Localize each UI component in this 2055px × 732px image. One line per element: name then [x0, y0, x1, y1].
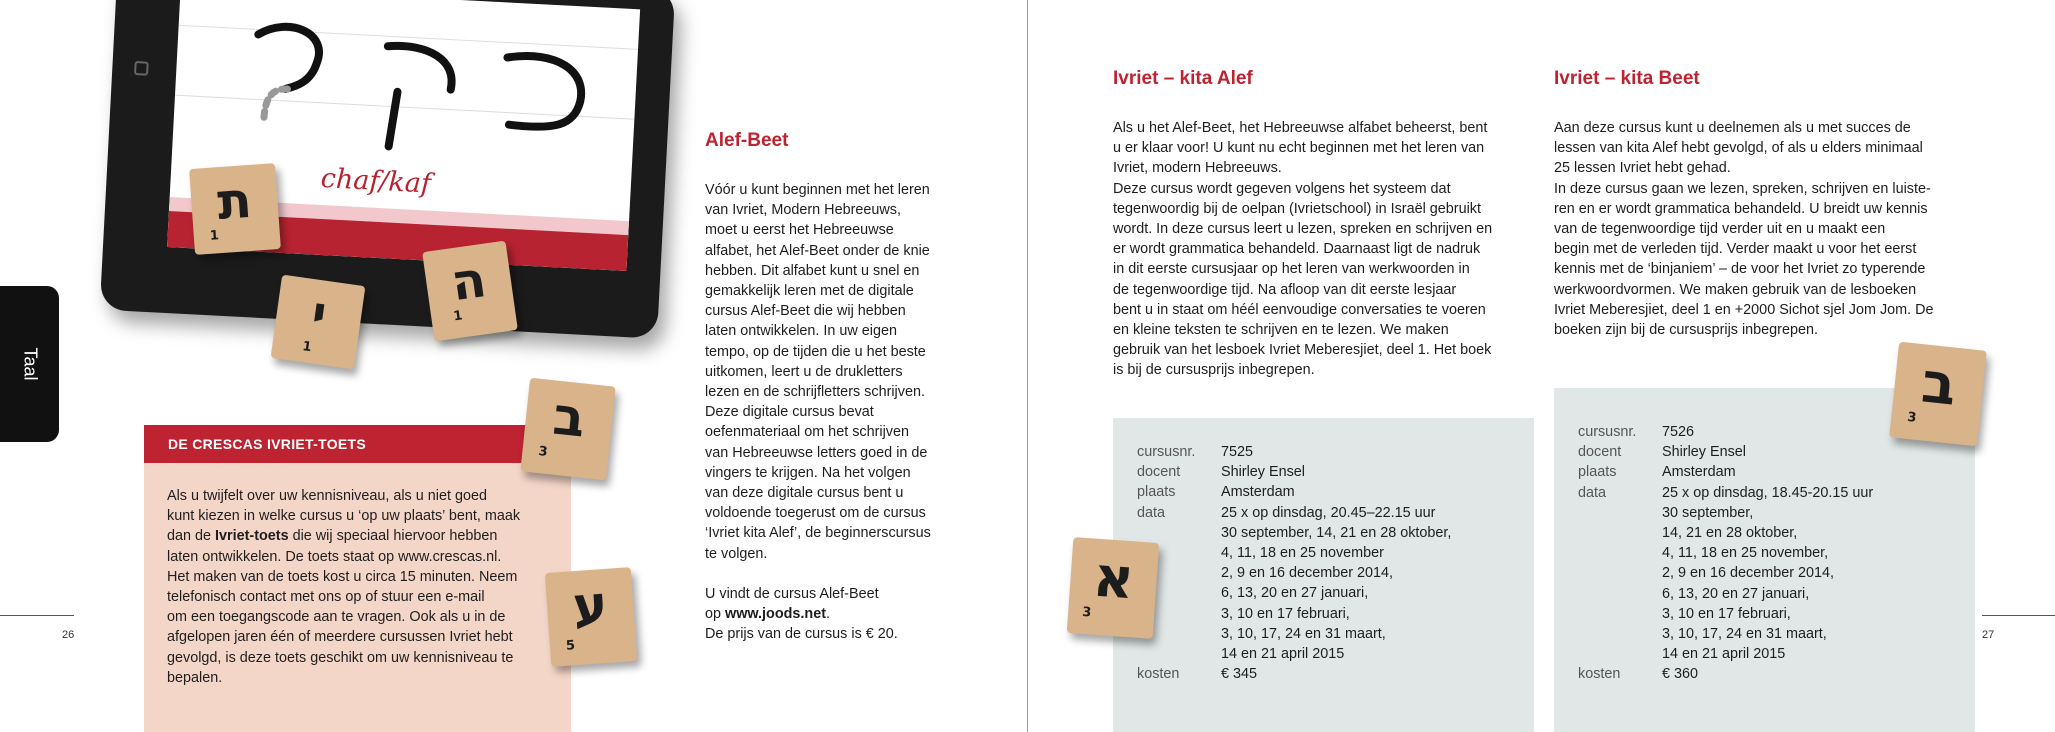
- text-line: oefenmateriaal om het schrijven: [705, 424, 909, 441]
- date-line: 14 en 21 april 2015: [1662, 646, 1786, 663]
- info-label: docent: [1578, 444, 1622, 461]
- text-line-with-term: [167, 526, 547, 546]
- text-line: u er klaar voor! U kunt nu echt beginnen met het leren van: [1113, 140, 1485, 157]
- tile-letter: ע: [570, 574, 610, 638]
- alef-beet-text: [705, 180, 950, 644]
- text-line: Ivriet Meberesjiet, deel 1 en +2000 Sichot sjel Jom Jom. De: [1554, 301, 1934, 318]
- date-line: 6, 13, 20 en 27 januari,: [1221, 585, 1369, 602]
- text-line: van Ivriet, Modern Hebreeuws,: [705, 202, 901, 219]
- text-line: Deze digitale cursus bevat: [705, 404, 874, 421]
- ivriet-toets-term: Ivriet-toets: [215, 528, 289, 545]
- tablet-bezel: [100, 0, 676, 339]
- text-line: tegenwoordig bij de oelpan (Ivrietschool) in Israël gebruikt: [1113, 200, 1481, 217]
- info-value: € 345: [1221, 666, 1258, 683]
- page-number-left: 26: [62, 629, 75, 641]
- text-line: gemakkelijk leren met de digitale: [705, 283, 914, 300]
- info-label: data: [1137, 504, 1166, 521]
- info-value: 7526: [1662, 424, 1695, 440]
- letter-tile: [545, 567, 637, 667]
- tile-letter: ה: [447, 249, 490, 313]
- info-row-plaats: [1578, 462, 1873, 482]
- kita-alef-text: [1113, 118, 1513, 381]
- text-fragment: .: [826, 606, 831, 623]
- text-line: gevolgd, is deze toets geschikt om uw kennisniveau te: [167, 649, 514, 666]
- info-row-kosten: [1578, 664, 1873, 684]
- text-line: in dit eerste cursusjaar op het leren van werkwoorden in: [1113, 261, 1470, 278]
- info-label: data: [1578, 484, 1607, 501]
- text-line: In deze cursus gaan we lezen, spreken, schrijven en luiste-: [1554, 180, 1931, 197]
- letter-tile: [1067, 537, 1159, 639]
- text-line: laten ontwikkelen. In uw eigen: [705, 323, 897, 340]
- info-row-kosten: [1137, 664, 1451, 684]
- date-line: 30 september,: [1662, 504, 1754, 521]
- text-line: hebben. Dit alfabet kunt u snel en: [705, 262, 920, 279]
- info-value-dates: [1221, 503, 1451, 665]
- info-row-docent: [1578, 442, 1873, 462]
- text-line: de tegenwoordige tijd. Na afloop van dit eerste lesjaar: [1113, 281, 1457, 298]
- text-line: moet u eerst het Hebreeuwse: [705, 222, 894, 239]
- text-line: boeken zijn bij de cursusprijs inbegrepen.: [1554, 322, 1818, 339]
- info-label: cursusnr.: [1137, 444, 1196, 460]
- text-line: 25 lessen Ivriet hebt gehad.: [1554, 160, 1731, 177]
- kita-beet-heading: Ivriet – kita Beet: [1554, 68, 1700, 89]
- text-line: begin met de verleden tijd. Verder maakt u voor het eerst: [1554, 241, 1917, 258]
- tile-letter: ב: [1918, 350, 1960, 419]
- text-line: er wordt grammatica behandeld. Daarnaast ligt de nadruk: [1113, 241, 1481, 258]
- text-line: U vindt de cursus Alef-Beet: [705, 585, 879, 602]
- info-label: kosten: [1137, 666, 1180, 683]
- text-line: kunt kiezen in welke cursus u ‘op uw plaats’ bent, maak: [167, 508, 521, 525]
- text-line: om een toegangscode aan te vragen. Ook als u in de: [167, 609, 506, 626]
- text-line: De prijs van de cursus is € 20.: [705, 626, 898, 643]
- text-line: wordt. In deze cursus leert u lezen, spreken en schrijven en: [1113, 221, 1493, 238]
- text-line: afgelopen jaren één of meerdere cursussen Ivriet hebt: [167, 629, 513, 646]
- section-tab: [0, 286, 59, 442]
- date-line: 14, 21 en 28 oktober,: [1662, 525, 1798, 542]
- date-line: 2, 9 en 16 december 2014,: [1221, 565, 1394, 582]
- info-value: Amsterdam: [1662, 464, 1736, 481]
- text-line: voldoende toegerust om de cursus: [705, 505, 926, 522]
- tile-letter: ת: [215, 170, 254, 232]
- info-label: plaats: [1578, 464, 1617, 481]
- text-line: ren en er wordt grammatica behandeld. U breidt uw kennis: [1554, 200, 1928, 217]
- tile-value: 1: [301, 339, 313, 356]
- text-line: bent u in staat om héél eenvoudige conversaties te voeren: [1113, 301, 1486, 318]
- date-line: 6, 13, 20 en 27 januari,: [1662, 585, 1810, 602]
- date-line: 14 en 21 april 2015: [1221, 646, 1345, 663]
- text-line: lessen van kita Alef hebt gevolgd, of als u elders minimaal: [1554, 140, 1923, 157]
- text-line: cursus Alef-Beet die wij hebben: [705, 303, 906, 320]
- text-line: te volgen.: [705, 545, 768, 562]
- info-label: cursusnr.: [1578, 424, 1637, 440]
- text-line: Het maken van de toets kost u circa 15 minuten. Neem: [167, 568, 518, 585]
- text-line: uitkomen, leert u de drukletters: [705, 363, 903, 380]
- info-row-data: [1137, 503, 1451, 665]
- crescas-toets-text: [167, 486, 547, 688]
- text-line: laten ontwikkelen. De toets staat op www.crescas.nl.: [167, 548, 502, 565]
- text-line: ‘Ivriet kita Alef’, de beginnerscursus: [705, 525, 931, 542]
- info-row-docent: [1137, 462, 1451, 482]
- tile-value: 5: [565, 638, 576, 654]
- right-page: [1028, 0, 2055, 732]
- alef-beet-heading: Alef-Beet: [705, 130, 789, 151]
- page-rule-left: [0, 615, 74, 616]
- kita-alef-info: [1137, 442, 1451, 684]
- info-row-plaats: [1137, 482, 1451, 502]
- text-line: en kleine teksten te schrijven en te lezen. We maken: [1113, 322, 1449, 339]
- text-line: Deze cursus wordt gegeven volgens het systeem dat: [1113, 180, 1451, 197]
- date-line: 4, 11, 18 en 25 november: [1221, 545, 1384, 562]
- text-line-with-link: [705, 604, 950, 624]
- info-value: Shirley Ensel: [1662, 444, 1746, 461]
- kita-alef-info-box: [1113, 418, 1534, 732]
- text-line: Vóór u kunt beginnen met het leren: [705, 182, 930, 198]
- text-line: van deze digitale cursus bent u: [705, 485, 904, 502]
- date-line: 3, 10 en 17 februari,: [1221, 605, 1350, 622]
- letter-tile: [189, 163, 281, 255]
- info-row-cursusnr: [1137, 442, 1451, 462]
- crescas-toets-header: [144, 425, 571, 463]
- joods-net-link[interactable]: www.joods.net: [725, 606, 827, 623]
- info-label: docent: [1137, 464, 1181, 481]
- tablet-illustration: [100, 0, 676, 339]
- letter-tile: [271, 275, 366, 370]
- section-tab-label: Taal: [20, 347, 40, 381]
- text-fragment: dan de: [167, 528, 216, 545]
- text-line: werkwoordvormen. We maken gebruik van de lesboeken: [1554, 281, 1917, 298]
- tablet-word: chaf/kaf: [320, 162, 432, 200]
- tile-value: 3: [537, 444, 549, 460]
- text-line: Ivriet, modern Hebreeuws.: [1113, 160, 1282, 177]
- text-line: vingers te krijgen. Na het volgen: [705, 464, 911, 481]
- page-rule-right: [1982, 615, 2055, 616]
- text-line: telefonisch contact met ons op of stuur een e-mail: [167, 589, 485, 606]
- crescas-toets-title: DE CRESCAS IVRIET-TOETS: [168, 436, 367, 452]
- date-line: 2, 9 en 16 december 2014,: [1662, 565, 1835, 582]
- letter-tile: [520, 378, 615, 480]
- tile-letter: ב: [550, 386, 589, 450]
- text-line: lezen en de schrijfletters schrijven.: [705, 384, 925, 401]
- date-line: 25 x op dinsdag, 20.45–22.15 uur: [1221, 504, 1436, 521]
- tile-letter: י: [308, 285, 331, 343]
- date-line: 3, 10, 17, 24 en 31 maart,: [1221, 625, 1386, 642]
- info-value: € 360: [1662, 666, 1699, 683]
- date-line: 25 x op dinsdag, 18.45-20.15 uur: [1662, 484, 1874, 501]
- info-row-cursusnr: [1578, 422, 1873, 442]
- tablet-home-button: [134, 61, 149, 76]
- text-line: van Hebreeuwse letters goed in de: [705, 444, 928, 461]
- tile-letter: א: [1091, 544, 1137, 613]
- text-line: alfabet, het Alef-Beet onder de knie: [705, 242, 930, 259]
- info-value: Amsterdam: [1221, 484, 1295, 501]
- page-number-right: 27: [1982, 629, 1995, 641]
- tile-value: 3: [1081, 604, 1092, 621]
- date-line: 3, 10, 17, 24 en 31 maart,: [1662, 626, 1827, 643]
- info-value: 7525: [1221, 444, 1254, 460]
- tile-value: 3: [1906, 409, 1918, 426]
- text-fragment: op: [705, 606, 726, 623]
- letter-tile: [1889, 342, 1987, 447]
- text-line: Aan deze cursus kunt u deelnemen als u met succes de: [1554, 120, 1911, 136]
- info-value-dates: [1662, 483, 1873, 665]
- crescas-toets-box: [144, 425, 571, 732]
- tile-value: 1: [209, 228, 220, 244]
- text-line: bepalen.: [167, 669, 223, 686]
- date-line: 30 september, 14, 21 en 28 oktober,: [1221, 524, 1452, 541]
- text-fragment: die wij speciaal hiervoor hebben: [288, 528, 498, 545]
- info-value: Shirley Ensel: [1221, 464, 1305, 481]
- text-line: is bij de cursusprijs inbegrepen.: [1113, 362, 1315, 379]
- text-line: kennis met de ‘binjaniem’ – de voor het Ivriet zo typerende: [1554, 261, 1926, 278]
- kita-alef-heading: Ivriet – kita Alef: [1113, 68, 1253, 89]
- letter-tile: [422, 241, 518, 342]
- kita-beet-text: [1554, 118, 1964, 340]
- date-line: 3, 10 en 17 februari,: [1662, 605, 1791, 622]
- kita-beet-info: [1578, 422, 1873, 685]
- date-line: 4, 11, 18 en 25 november,: [1662, 545, 1829, 562]
- tile-value: 1: [452, 308, 464, 325]
- text-line: gebruik van het lesboek Ivriet Meberesjiet, deel 1. Het boek: [1113, 342, 1492, 359]
- text-line: Als u twijfelt over uw kennisniveau, als u niet goed: [167, 488, 487, 504]
- text-line: Als u het Alef-Beet, het Hebreeuwse alfabet beheerst, bent: [1113, 120, 1488, 136]
- info-label: kosten: [1578, 666, 1621, 683]
- info-label: plaats: [1137, 484, 1176, 501]
- text-line: van de tegenwoordige tijd verder uit en u maakt een: [1554, 221, 1886, 238]
- left-page: [0, 0, 1027, 732]
- text-line: tempo, op de tijden die u het beste: [705, 343, 926, 360]
- info-row-data: [1578, 483, 1873, 665]
